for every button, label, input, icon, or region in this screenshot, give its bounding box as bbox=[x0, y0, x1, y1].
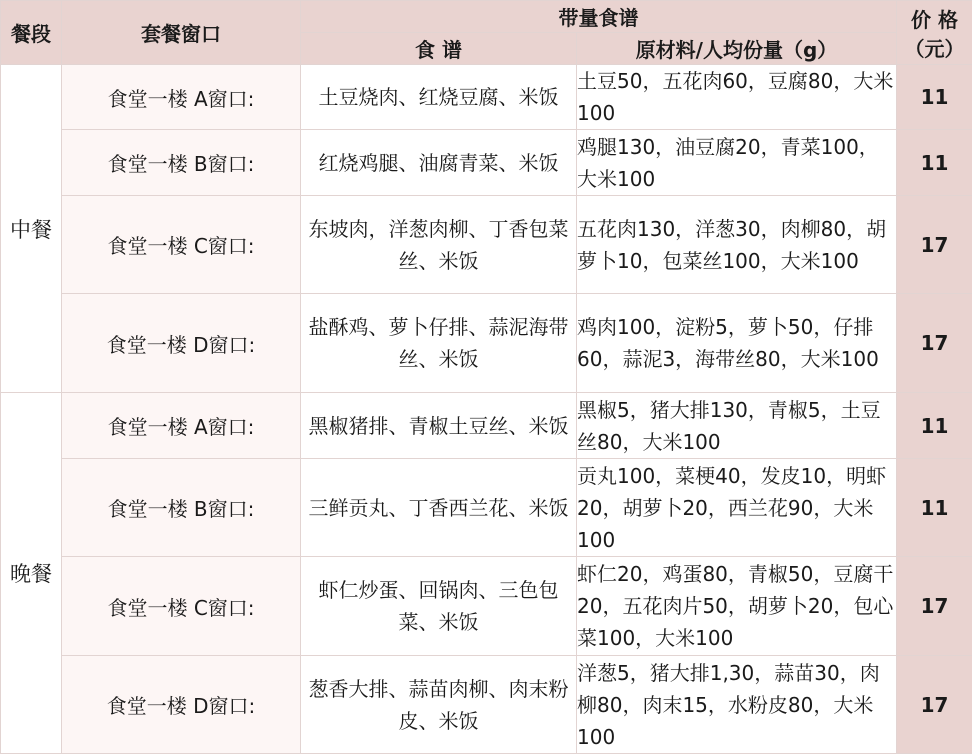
header-price: 价 格（元） bbox=[897, 1, 972, 65]
window-cell: 食堂一楼 C窗口: bbox=[62, 196, 301, 294]
window-cell: 食堂一楼 D窗口: bbox=[62, 294, 301, 393]
materials-cell: 虾仁20，鸡蛋80，青椒50，豆腐干20，五花肉片50，胡萝卜20，包心菜100，大米100 bbox=[577, 557, 897, 656]
recipe-cell: 葱香大排、蒜苗肉柳、肉末粉皮、米饭 bbox=[301, 656, 577, 754]
table-row bbox=[1, 294, 972, 393]
price-cell: 17 bbox=[897, 294, 972, 393]
price-cell: 17 bbox=[897, 196, 972, 294]
recipe-cell: 土豆烧肉、红烧豆腐、米饭 bbox=[301, 65, 577, 130]
table-row bbox=[1, 557, 972, 656]
table-row bbox=[1, 65, 972, 130]
price-cell: 11 bbox=[897, 459, 972, 557]
price-cell: 11 bbox=[897, 393, 972, 459]
header-menu-group: 带量食谱 bbox=[301, 1, 897, 33]
header-materials: 原材料/人均份量（g） bbox=[577, 33, 897, 65]
recipe-cell: 黑椒猪排、青椒土豆丝、米饭 bbox=[301, 393, 577, 459]
price-cell: 11 bbox=[897, 65, 972, 130]
materials-cell: 贡丸100，菜梗40，发皮10，明虾20，胡萝卜20，西兰花90，大米100 bbox=[577, 459, 897, 557]
table-row bbox=[1, 656, 972, 754]
table-row bbox=[1, 130, 972, 196]
header-window: 套餐窗口 bbox=[62, 1, 301, 65]
table-row bbox=[1, 393, 972, 459]
materials-cell: 鸡肉100，淀粉5，萝卜50，仔排60，蒜泥3，海带丝80，大米100 bbox=[577, 294, 897, 393]
window-cell: 食堂一楼 D窗口: bbox=[62, 656, 301, 754]
window-cell: 食堂一楼 A窗口: bbox=[62, 65, 301, 130]
window-cell: 食堂一楼 B窗口: bbox=[62, 459, 301, 557]
price-cell: 17 bbox=[897, 656, 972, 754]
price-cell: 11 bbox=[897, 130, 972, 196]
price-cell: 17 bbox=[897, 557, 972, 656]
recipe-cell: 三鲜贡丸、丁香西兰花、米饭 bbox=[301, 459, 577, 557]
recipe-cell: 红烧鸡腿、油腐青菜、米饭 bbox=[301, 130, 577, 196]
table-row bbox=[1, 196, 972, 294]
recipe-cell: 东坡肉，洋葱肉柳、丁香包菜丝、米饭 bbox=[301, 196, 577, 294]
header-segment: 餐段 bbox=[1, 1, 62, 65]
recipe-cell: 盐酥鸡、萝卜仔排、蒜泥海带丝、米饭 bbox=[301, 294, 577, 393]
segment-dinner: 晚餐 bbox=[1, 393, 62, 754]
header-recipe: 食 谱 bbox=[301, 33, 577, 65]
window-cell: 食堂一楼 B窗口: bbox=[62, 130, 301, 196]
window-cell: 食堂一楼 C窗口: bbox=[62, 557, 301, 656]
materials-cell: 鸡腿130，油豆腐20，青菜100，大米100 bbox=[577, 130, 897, 196]
recipe-cell: 虾仁炒蛋、回锅肉、三色包菜、米饭 bbox=[301, 557, 577, 656]
window-cell: 食堂一楼 A窗口: bbox=[62, 393, 301, 459]
materials-cell: 土豆50，五花肉60，豆腐80，大米100 bbox=[577, 65, 897, 130]
table-row bbox=[1, 459, 972, 557]
materials-cell: 五花肉130，洋葱30，肉柳80，胡萝卜10，包菜丝100，大米100 bbox=[577, 196, 897, 294]
materials-cell: 黑椒5，猪大排130，青椒5，土豆丝80，大米100 bbox=[577, 393, 897, 459]
materials-cell: 洋葱5，猪大排1,30，蒜苗30，肉柳80，肉末15，水粉皮80，大米100 bbox=[577, 656, 897, 754]
segment-lunch: 中餐 bbox=[1, 65, 62, 393]
